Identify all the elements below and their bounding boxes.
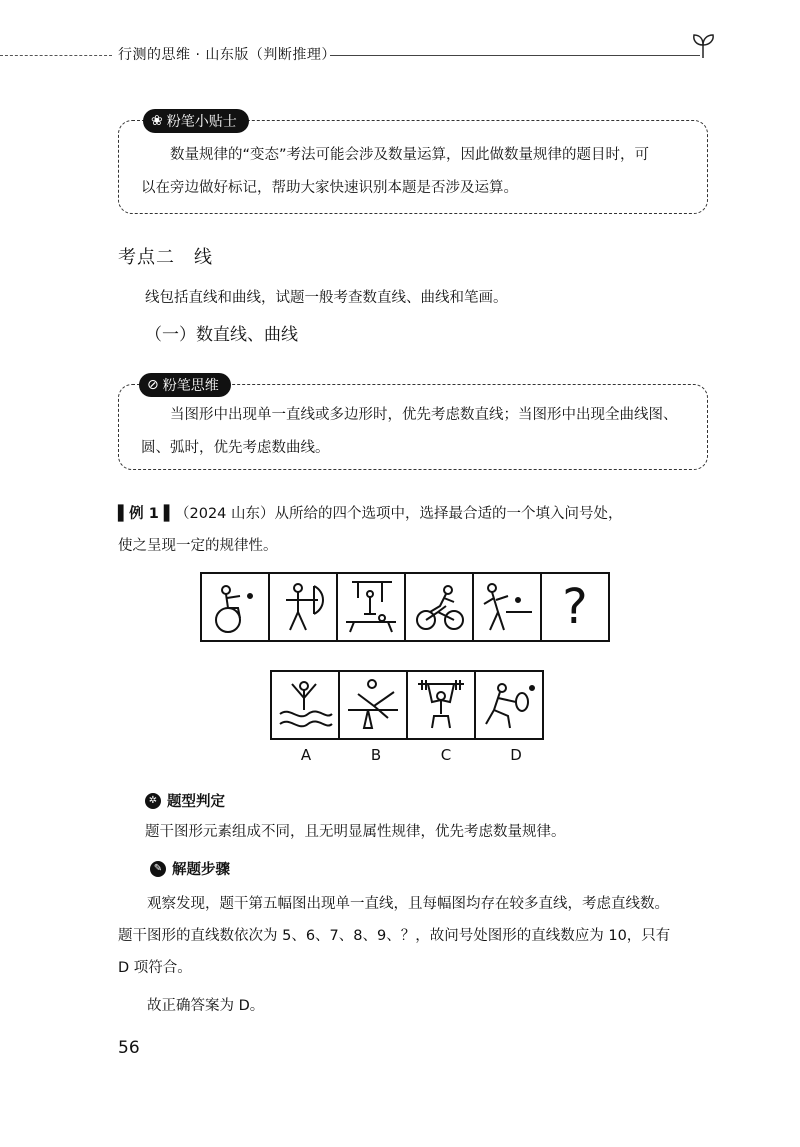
steps-heading-label: 解题步骤 [172, 862, 230, 878]
option-label-b: B [370, 746, 382, 764]
example-question [118, 498, 718, 562]
option-label-d: D [510, 746, 522, 764]
running-header-title: 行测的思维 · 山东版（判断推理） [118, 47, 336, 63]
section-intro: 线包括直线和曲线，试题一般考查数直线、曲线和笔画。 [145, 290, 508, 306]
type-heading [145, 790, 225, 811]
tip-badge [143, 109, 249, 133]
no-sign-icon: ⊘ [147, 377, 159, 393]
figure-cell-2 [270, 574, 338, 640]
option-cell-b[interactable] [340, 672, 408, 738]
swimmer-icon [276, 676, 334, 734]
type-paragraph [145, 816, 745, 848]
steps-heading [150, 858, 230, 879]
question-figure-row [200, 572, 610, 642]
tip-line: 当图形中出现单一直线或多边形时，优先考虑数直线；当图形中出现全曲线图、 [170, 407, 678, 423]
figure-cell-3 [338, 574, 406, 640]
cyclist-icon [410, 578, 468, 636]
tip-box-chalk-thinking [118, 377, 708, 470]
question-mark: ? [562, 579, 588, 635]
tip-line: 数量规律的“变态”考法可能会涉及数量运算，因此做数量规律的题目时，可 [170, 147, 650, 163]
table-tennis-icon [478, 578, 536, 636]
tip-text [141, 139, 687, 205]
tip-line: 以在旁边做好标记，帮助大家快速识别本题是否涉及运算。 [141, 180, 518, 196]
diver-icon [344, 676, 402, 734]
weightlifter-icon [412, 676, 470, 734]
sprout-badge-icon: ❀ [151, 113, 163, 129]
tennis-player-icon [480, 676, 538, 734]
page-number: 56 [118, 1038, 140, 1058]
tip-badge [139, 373, 231, 397]
archer-icon [274, 578, 332, 636]
pencil-icon: ✎ [150, 861, 166, 877]
type-heading-label: 题型判定 [167, 794, 225, 810]
answer-text: 故正确答案为 D。 [147, 998, 265, 1014]
options-figure-row [270, 670, 544, 740]
gear-icon: ✲ [145, 793, 161, 809]
steps-line: 题干图形的直线数依次为 5、6、7、8、9、？，故问号处图形的直线数应为 10，只有 [118, 928, 671, 944]
figure-cell-1 [202, 574, 270, 640]
wheelchair-athlete-icon [206, 578, 264, 636]
type-text: 题干图形元素组成不同，且无明显属性规律，优先考虑数量规律。 [145, 824, 566, 840]
steps-paragraph [118, 888, 718, 984]
gymnast-pommel-icon [342, 578, 400, 636]
figure-cell-4 [406, 574, 474, 640]
option-cell-c[interactable] [408, 672, 476, 738]
example-line: 使之呈现一定的规律性。 [118, 538, 278, 554]
steps-line: D 项符合。 [118, 960, 192, 976]
answer-paragraph [118, 990, 718, 1022]
section-title: 考点二 线 [118, 247, 213, 268]
option-label-a: A [300, 746, 312, 764]
option-cell-a[interactable] [272, 672, 340, 738]
tip-box-chalk-tips [118, 113, 708, 214]
option-cell-d[interactable] [476, 672, 542, 738]
tip-text [141, 399, 687, 465]
option-label-c: C [440, 746, 452, 764]
header-rule-left [0, 55, 112, 56]
subsection-title: （一）数直线、曲线 [145, 325, 298, 345]
sprout-icon [688, 30, 718, 60]
figure-cell-question [542, 574, 608, 640]
example-line: （2024 山东）从所给的四个选项中，选择最合适的一个填入问号处， [175, 506, 623, 522]
steps-line: 观察发现，题干第五幅图出现单一直线，且每幅图均存在较多直线，考虑直线数。 [147, 896, 669, 912]
header-rule-right [330, 55, 700, 56]
tip-badge-label: 粉笔思维 [162, 378, 219, 394]
figure-cell-5 [474, 574, 542, 640]
tip-line: 圆、弧时，优先考虑数曲线。 [141, 440, 330, 456]
example-tag: ▌例 1 ▌ [118, 506, 175, 522]
tip-badge-label: 粉笔小贴士 [166, 114, 237, 130]
